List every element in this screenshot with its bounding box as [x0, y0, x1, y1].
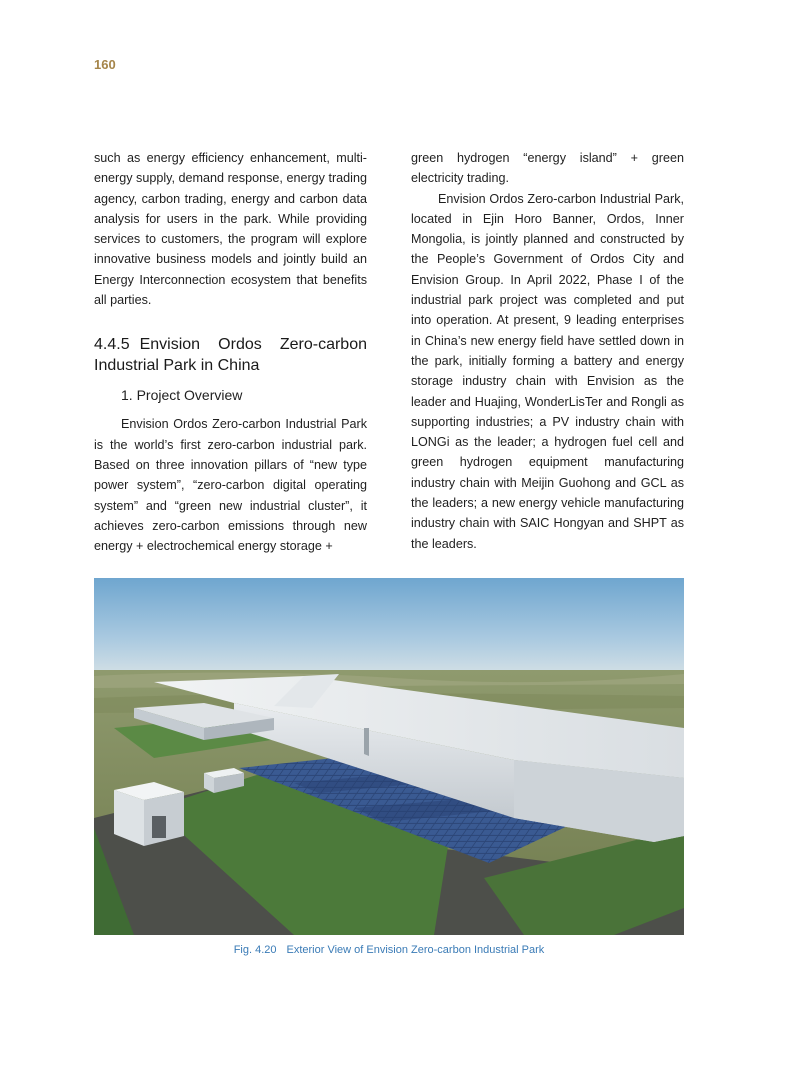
section-title: Envision Ordos Zero-carbon Industrial Park in China [94, 336, 367, 375]
left-column [94, 148, 367, 556]
page-number: 160 [94, 57, 116, 72]
body-paragraph: green hydrogen “energy island” + green electricity trading. [411, 151, 684, 186]
body-paragraph: Envision Ordos Zero-carbon Industrial Park is the world’s first zero-carbon industrial park. Based on three innovation pillars of “new type power system”, “zero-carbon digital operating system” and “green new industrial cluster”, it achieves zero-carbon emissions through new energy + electrochemical energy storage + [94, 417, 367, 554]
right-column [411, 148, 684, 554]
figure-caption [94, 944, 684, 956]
figure-caption-text: Exterior View of Envision Zero-carbon Industrial Park [286, 944, 545, 956]
body-paragraph: Envision Ordos Zero-carbon Industrial Park, located in Ejin Horo Banner, Ordos, Inner Mongolia, is jointly planned and constructed by the People’s Government of Ordos City and Envision Group. In April 2022, Phase I of the industrial park project was completed and put into operation. At present, 9 leading enterprises in China’s new energy field have settled down in the park, initially forming a battery and energy storage industry chain with Envision as the leader and Huajing, WonderLisTer and Rongli as supporting industries; a PV industry chain with LONGi as the leader; a hydrogen fuel cell and green hydrogen equipment manufacturing industry chain with Meijin Guohong and GCL as the leaders; a new energy vehicle manufacturing industry chain with SAIC Hongyan and SHPT as the leaders. [411, 191, 684, 551]
sky [94, 578, 684, 678]
figure-number: Fig. 4.20 [233, 944, 277, 956]
body-paragraph: such as energy efficiency enhancement, multi-energy supply, demand response, energy trading agency, carbon trading, energy and carbon data analysis for users in the park. While providing services to customers, the program will explore innovative business models and jointly build an Energy Interconnection ecosystem that benefits all parties. [94, 151, 367, 308]
section-number: 4.4.5 [94, 336, 130, 354]
industrial-park-photo [94, 578, 684, 935]
subheading: 1. Project Overview [121, 387, 243, 404]
section-heading [94, 334, 367, 376]
